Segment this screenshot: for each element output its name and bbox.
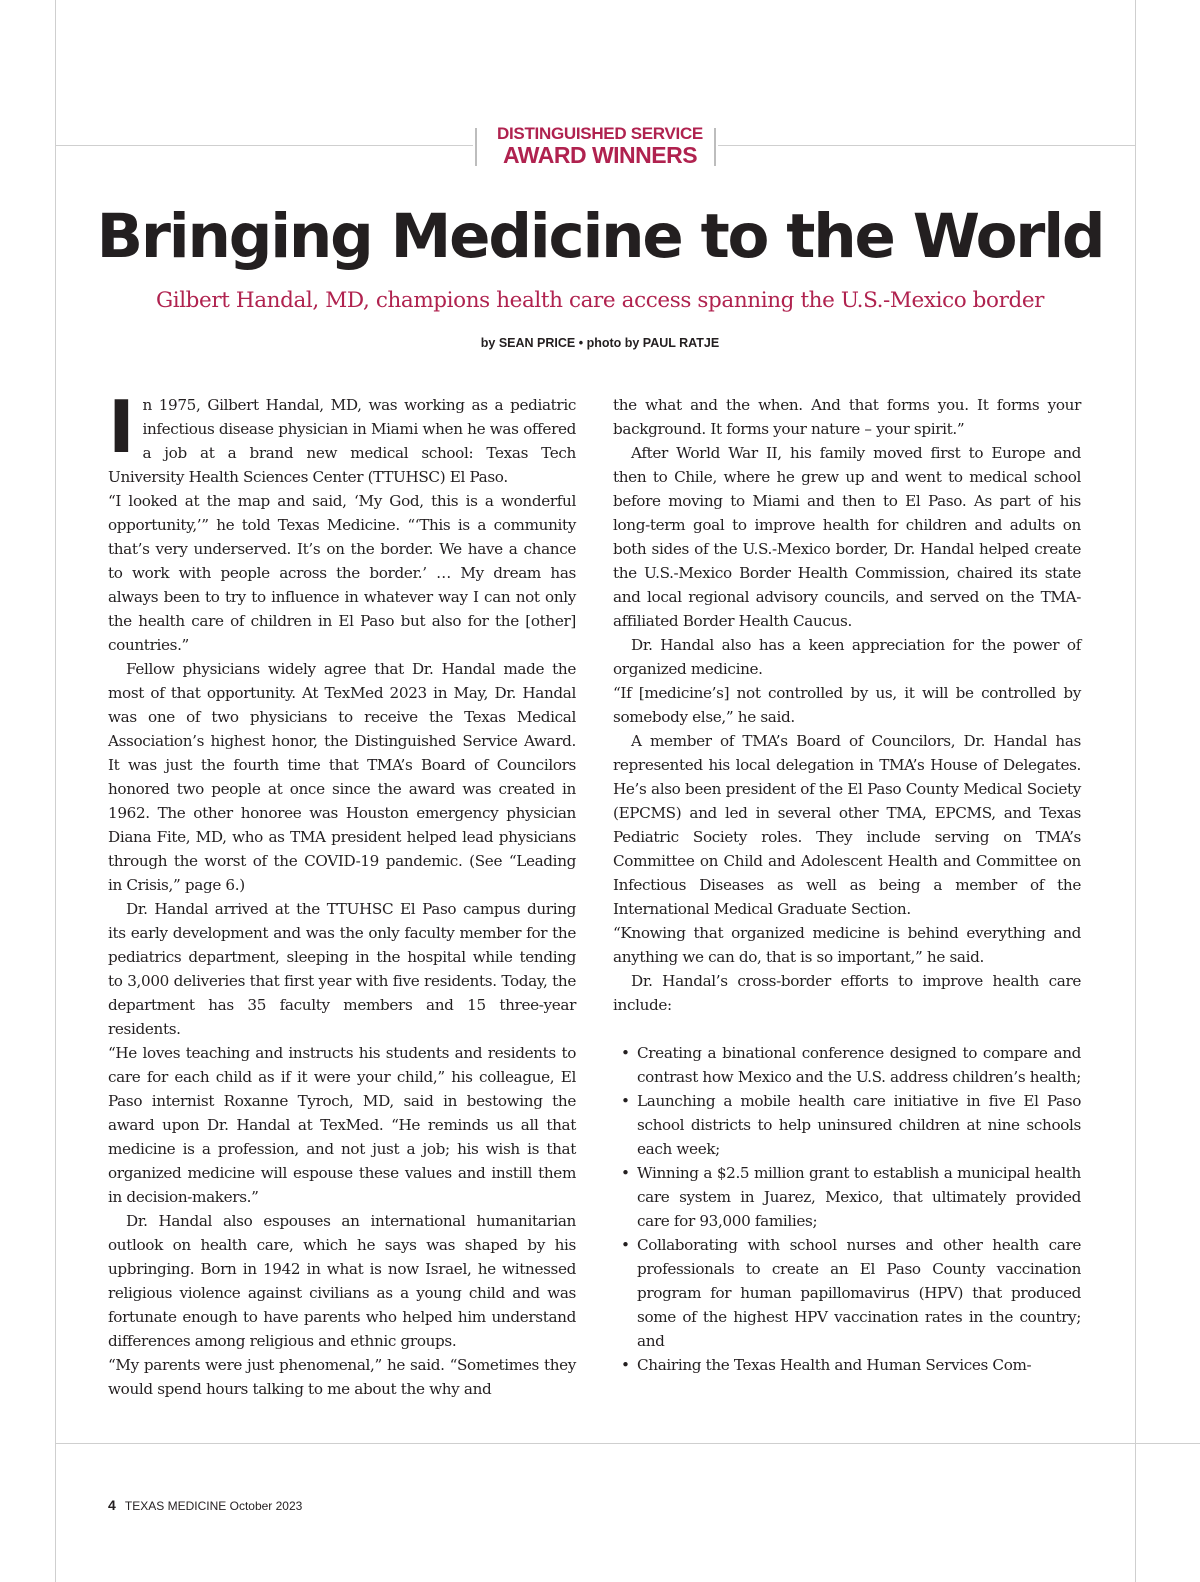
paragraph: “He loves teaching and instructs his students and residents to care for each child as if it were your child,” his colleague, El Paso internist Roxanne Tyroch, MD, said in bestowing the award upon Dr. Handal at TexMed. “He reminds us all that medicine is a profession, and not just a job; his wish is that organized medicine will espouse these values and instill them in decision-makers.” — [108, 1044, 576, 1206]
list-item: • Collaborating with school nurses and other health care professionals to create an El Paso County vaccination program for human papillomavirus (HPV) that produced some of the highest HPV vaccination rates in the country; and — [613, 1233, 1081, 1353]
paragraph: n 1975, Gilbert Handal, MD, was working as a pediatric infectious disease physician in Miami when he was offered a job at a brand new medical school: Texas Tech University Health Sciences Center (TTUHSC) El Paso. — [108, 396, 576, 486]
article-subtitle: Gilbert Handal, MD, champions health care access spanning the U.S.-Mexico border — [155, 288, 1045, 313]
paragraph: “Knowing that organized medicine is behind everything and anything we can do, that is so important,” he said. — [613, 924, 1081, 966]
article-title: Bringing Medicine to the World — [96, 201, 1104, 272]
paragraph: Dr. Handal’s cross-border efforts to improve health care include: — [613, 972, 1081, 1014]
list-item: • Chairing the Texas Health and Human Services Com- — [613, 1353, 1081, 1377]
paragraph: the what and the when. And that forms you. It forms your background. It forms your nature – your spirit.” — [613, 396, 1081, 438]
page-number: 4 — [108, 1497, 116, 1513]
article-column-2 — [613, 393, 1081, 1377]
list-item: • Launching a mobile health care initiative in five El Paso school districts to help uninsured children at nine schools each week; — [613, 1089, 1081, 1161]
section-kicker — [0, 125, 1200, 167]
kicker-line-1: DISTINGUISHED SERVICE — [497, 124, 703, 143]
byline: by SEAN PRICE • photo by PAUL RATJE — [480, 336, 720, 350]
efforts-list — [613, 1041, 1081, 1377]
paragraph: Dr. Handal also has a keen appreciation for the power of organized medicine. — [613, 636, 1081, 678]
paragraph: Fellow physicians widely agree that Dr. Handal made the most of that opportunity. At TexMed 2023 in May, Dr. Handal was one of two physicians to receive the Texas Medical Association’s highest honor, the Distinguished Service Award. It was just the fourth time that TMA’s Board of Councilors honored two people at once since the award was created in 1962. The other honoree was Houston emergency physician Diana Fite, MD, who as TMA president helped lead physicians through the worst of the COVID-19 pandemic. (See “Leading in Crisis,” page 6.) — [108, 660, 576, 894]
footer-rule — [55, 1443, 1200, 1444]
paragraph: “My parents were just phenomenal,” he said. “Sometimes they would spend hours talking to me about the why and — [108, 1356, 576, 1398]
article-column-1 — [108, 385, 576, 1401]
page-footer — [108, 1497, 302, 1513]
paragraph: A member of TMA’s Board of Councilors, Dr. Handal has represented his local delegation in TMA’s House of Delegates. He’s also been president of the El Paso County Medical Society (EPCMS) and led in several other TMA, EPCMS, and Texas Pediatric Society roles. They include serving on TMA’s Committee on Child and Adolescent Health and Committee on Infectious Diseases as well as being a member of the International Medical Graduate Section. — [613, 732, 1081, 918]
kicker-line-2: AWARD WINNERS — [502, 142, 698, 168]
publication-info: TEXAS MEDICINE October 2023 — [124, 1499, 303, 1513]
list-item: • Creating a binational conference designed to compare and contrast how Mexico and the U.S. address children’s health; — [613, 1041, 1081, 1089]
paragraph: “I looked at the map and said, ‘My God, this is a wonderful opportunity,’” he told Texas Medicine. “‘This is a community that’s very underserved. It’s on the border. We have a chance to work with people across the border.’ … My dream has always been to try to influence in whatever way I can not only the health care of children in El Paso but also for the [other] countries.” — [108, 492, 576, 654]
paragraph: After World War II, his family moved first to Europe and then to Chile, where he grew up and went to medical school before moving to Miami and then to El Paso. As part of his long-term goal to improve health for children and adults on both sides of the U.S.-Mexico border, Dr. Handal helped create the U.S.-Mexico Border Health Commission, chaired its state and local regional advisory councils, and served on the TMA-affiliated Border Health Caucus. — [613, 444, 1081, 630]
paragraph: Dr. Handal arrived at the TTUHSC El Paso campus during its early development and was the only faculty member for the pediatrics department, sleeping in the hospital while tending to 3,000 deliveries that first year with five residents. Today, the department has 35 faculty members and 15 three-year residents. — [108, 900, 576, 1038]
paragraph: Dr. Handal also espouses an international humanitarian outlook on health care, which he says was shaped by his upbringing. Born in 1942 in what is now Israel, he witnessed religious violence against civilians as a young child and was fortunate enough to have parents who helped him understand differences among religious and ethnic groups. — [108, 1212, 576, 1350]
list-item: • Winning a $2.5 million grant to establish a municipal health care system in Juarez, Mexico, that ultimately provided care for 93,000 families; — [613, 1161, 1081, 1233]
paragraph: “If [medicine’s] not controlled by us, it will be controlled by somebody else,” he said. — [613, 684, 1081, 726]
drop-cap: I — [108, 385, 135, 469]
